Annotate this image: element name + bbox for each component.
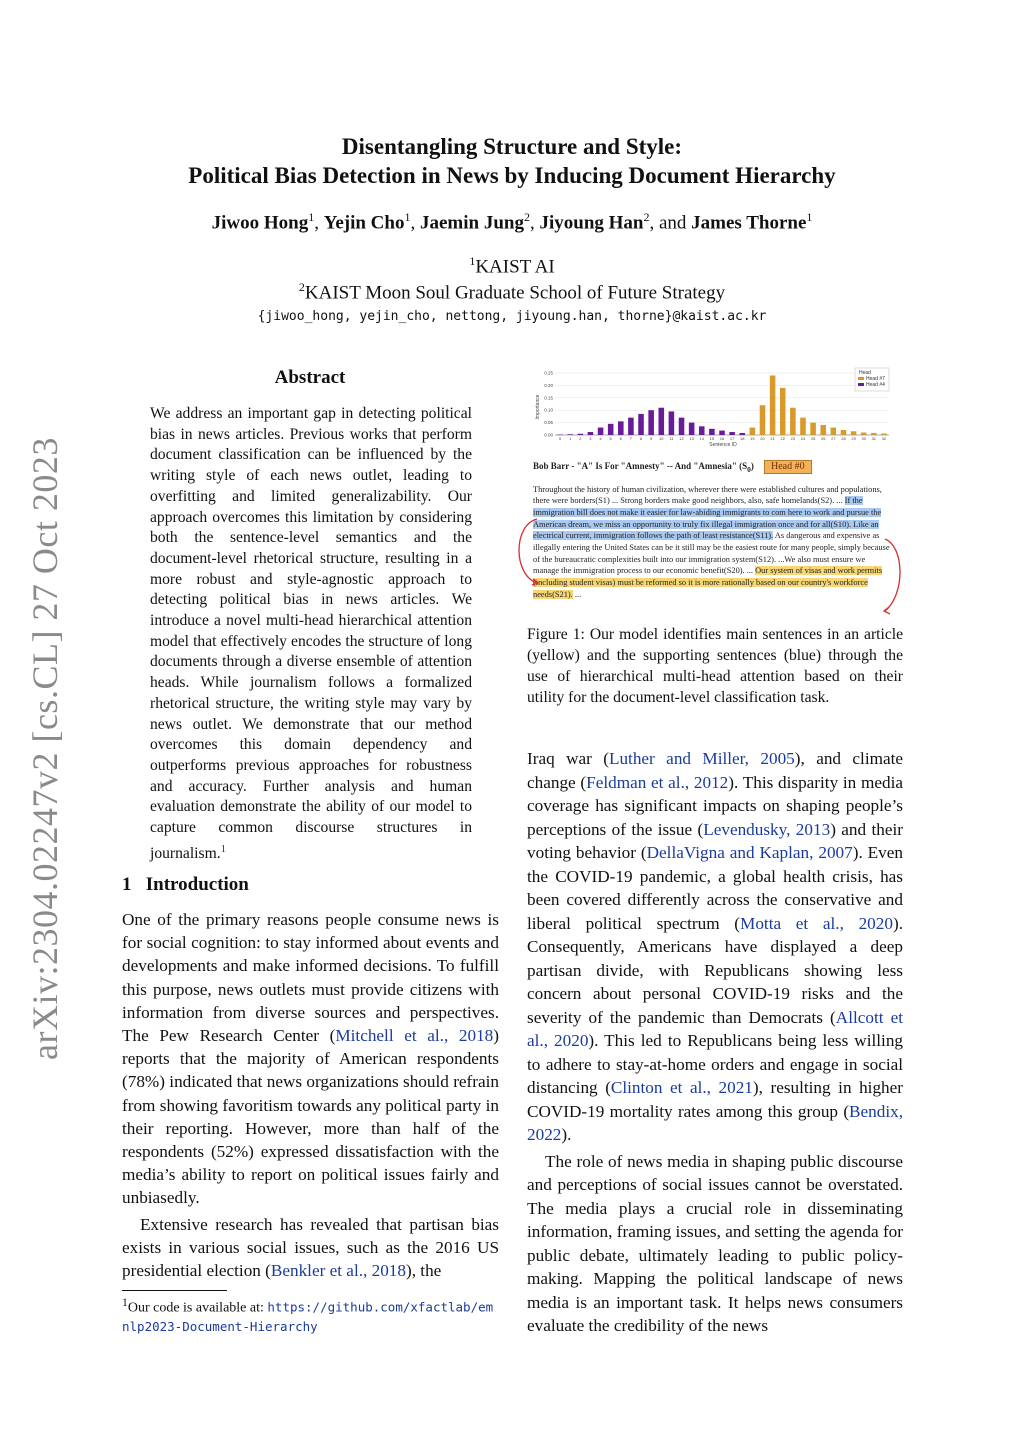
x-tick-label: 6 (619, 436, 622, 441)
bar-head4-15 (709, 429, 715, 435)
x-tick-label: 32 (881, 436, 887, 441)
x-tick-label: 24 (800, 436, 806, 441)
attention-arrow-left (511, 515, 541, 625)
citation-link[interactable]: Bendix, 2022 (527, 1101, 903, 1144)
bar-head4-18 (739, 433, 745, 435)
x-tick-label: 3 (589, 436, 592, 441)
bar-head7-30 (861, 433, 867, 435)
x-tick-label: 19 (750, 436, 755, 441)
bar-head4-13 (689, 423, 695, 435)
author: Jiyoung Han (539, 212, 644, 234)
affiliation: $^2$KAIST Moon Soul Graduate School of Future Strategy (298, 280, 726, 304)
y-tick-label: 0.15 (544, 395, 553, 401)
x-tick-label: 28 (841, 436, 846, 441)
bar-head4-5 (608, 424, 614, 435)
x-tick-label: 14 (699, 436, 704, 441)
x-tick-label: 17 (729, 436, 735, 441)
x-tick-label: 13 (689, 436, 694, 441)
legend-title: Head (859, 370, 871, 376)
intro-column-left (122, 908, 499, 1282)
attention-arrow-right (883, 535, 907, 615)
bar-head7-27 (831, 428, 837, 435)
bar-head4-9 (648, 410, 654, 435)
legend-swatch (858, 383, 864, 386)
x-tick-label: 20 (760, 436, 765, 441)
bar-head7-25 (810, 423, 816, 435)
citation-link[interactable]: Levendusky, 2013 (703, 819, 831, 839)
x-tick-label: 15 (709, 436, 715, 441)
head-tag: Head #0 (764, 460, 812, 474)
bar-head7-26 (820, 425, 826, 435)
bar-head4-4 (598, 428, 604, 435)
x-tick-label: 10 (659, 436, 664, 441)
bar-head4-10 (658, 408, 664, 435)
legend-entry: Head #4 (866, 382, 885, 388)
author-list: Jiwoo Hong$^1$, Yejin Cho$^1$, Jaemin Jung$^2$, Jiyoung Han$^2$, and James Thorne$^1$ (211, 210, 813, 234)
bar-head4-16 (719, 431, 725, 435)
paragraph: One of the primary reasons people consume news is for social cognition: to stay informed about events and developments and make informed decisions. To fulfill this purpose, news outlets must provide citizens with information from diverse sources and perspectives. The Pew Research Center (Mitchell et al., 2018) reports that the majority of American respondents (78%) indicated that news organizations should refrain from showing favoritism towards any political party in their reporting. However, more than half of the respondents (52%) expressed dissatisfaction with the media’s ability to report on political issues fairly and unbiasedly. (122, 910, 500, 1208)
section-heading: 1 Introduction (122, 874, 249, 895)
legend (855, 368, 889, 391)
x-tick-label: 22 (780, 436, 785, 441)
intro-column-right (527, 747, 903, 1338)
bar-head4-12 (679, 418, 685, 435)
footnote: $^1$Our code is available at: https://github.com/xfactlab/emnlp2023-Document-Hierarchy (122, 1296, 494, 1334)
citation-link[interactable]: Feldman et al., 2012 (586, 772, 729, 792)
x-tick-label: 9 (650, 436, 653, 441)
supporting-sentences-highlight: If the immigration bill does not make it easier for law-abiding immigrants to com here to work and pursue the American dream, we miss an opportunity to truly fix illegal immigration once and for all(S10). Like an electrical current, immigration follows the path of least resistance(S11). (533, 496, 882, 541)
bar-head7-21 (770, 375, 776, 435)
citation-link[interactable]: Luther and Miller, 2005 (608, 749, 795, 768)
citation-link[interactable]: Mitchell et al., 2018 (335, 1026, 494, 1046)
x-tick-label: 23 (790, 436, 796, 441)
figure-caption: Figure 1: Our model identifies main sentences in an article (yellow) and the supporting sentences (blue) through the use of hierarchical multi-head attention based on their utility for the document-level classification task. (527, 626, 903, 706)
article-excerpt: Bob Barr - "A" Is For "Amnesty" -- And "Amnesia" $(S_0)$ Head #0 Throughout the history of human civilization, wherever there were established cultures and populations, there were borders(S1) ... Strong borders make good neighbors, also, safe homelands(S2). ... If the immigration bill does not make it easier for law-abiding immigrants to com here to work and pursue the American dream, we miss an opportunity to truly fix illegal immigration once and for all(S10). Like an electrical current, immigration follows the path of least resistance(S11). As dangerous and expensive as illegally entering the United States can be it still may be the easiest route for many people, simply because of the bureaucratic complexities built into our immigration system(S12). ...We also must ensure we manage the immigration process to our economic benefit(S20). ... Our system of visas and work permits (including student visas) must be reformed so it is more rationally based on our country's workforce needs(S21). ... (533, 460, 893, 601)
bar-head4-17 (729, 432, 735, 435)
citation-link[interactable]: Clinton et al., 2021 (610, 1078, 753, 1097)
y-tick-label: 0.10 (544, 407, 553, 413)
y-tick-label: 0.05 (544, 420, 553, 426)
x-tick-label: 11 (669, 436, 674, 441)
bar-head4-8 (638, 414, 644, 435)
y-axis-label: Importance (535, 394, 541, 420)
bar-head7-32 (881, 434, 887, 435)
x-tick-label: 12 (679, 436, 684, 441)
bar-head7-20 (760, 405, 766, 435)
paragraph: The role of news media in shaping public discourse and perceptions of social issues cannot be overstated. The media plays a crucial role in disseminating information, framing issues, and setting the agenda for public debate, ultimately leading to public policy-making. Mapping the political landscape of news media is an important task. It helps news consumers evaluate the credibility of the news (527, 1151, 903, 1335)
bar-head7-22 (780, 388, 786, 435)
legend-swatch (858, 377, 864, 380)
article-title: Bob Barr - "A" Is For "Amnesty" -- And "Amnesia" $(S_0)$ (533, 461, 754, 474)
paragraph: Iraq war (Luther and Miller, 2005), and climate change (Feldman et al., 2012). This disparity in media coverage has significant impacts on shaping people’s perceptions of the issue (Levendusky, 2013) and their voting behavior (DellaVigna and Kaplan, 2007). Even the COVID-19 pandemic, a global health crisis, has been covered differently across the conservative and liberal political spectrum (Motta et al., 2020). Consequently, Americans have displayed a deep partisan divide, with Republicans showing less concern about personal COVID-19 risks and the severity of the pandemic than Democrats (Allcott et al., 2020). This led to Republicans being less willing to adhere to stay-at-home orders and engage in social distancing (Clinton et al., 2021), resulting in higher COVID-19 mortality rates among this group (Bendix, 2022). (527, 749, 904, 1144)
y-tick-label: 0.20 (544, 382, 553, 388)
y-tick-label: 0.25 (544, 370, 553, 376)
bar-head7-23 (790, 408, 796, 435)
abstract-heading: Abstract (274, 367, 346, 388)
bar-head7-28 (841, 430, 847, 435)
x-tick-label: 31 (871, 436, 877, 441)
bar-head7-29 (851, 431, 857, 435)
y-tick-label: 0.00 (544, 432, 553, 438)
bar-head7-31 (871, 433, 877, 435)
article-title-row (533, 460, 893, 476)
x-axis-label: Sentence ID (709, 442, 737, 447)
author: Jiwoo Hong (211, 212, 309, 234)
footnote-rule (122, 1290, 227, 1291)
figure-1 (533, 365, 893, 615)
x-tick-label: 16 (719, 436, 725, 441)
x-tick-label: 18 (740, 436, 745, 441)
bar-head4-14 (699, 426, 705, 435)
code-url-link[interactable]: https://github.com/xfactlab/emnlp2023-Document-Hierarchy (122, 1299, 494, 1334)
x-tick-label: 7 (629, 436, 633, 441)
affiliation: $^1$KAIST AI (469, 254, 555, 278)
abstract-body: We address an important gap in detecting political bias in news articles. Previous works that perform document classification can be influenced by the writing style of each news outlet, leading to overfitting and limited generalizability. Our approach overcomes this limitation by considering both the sentence-level semantics and the document-level rhetorical structure, resulting in a more robust and style-agnostic approach to detecting political bias in news articles. We introduce a novel multi-head hierarchical attention model that effectively encodes the structure of long documents through a diverse ensemble of attention heads. While journalism follows a formalized rhetorical structure, the writing style may vary by news outlet. We demonstrate that our method overcomes this domain dependency and outperforms previous approaches for robustness and accuracy. Further analysis and human evaluation demonstrate the ability of our model to capture common discourse structures in journalism.$^1$ (150, 405, 472, 862)
author: Jaemin Jung (419, 212, 524, 234)
bar-head4-3 (588, 432, 594, 435)
citation-link[interactable]: Allcott et al., 2020 (527, 1007, 903, 1050)
x-tick-label: 30 (861, 436, 866, 441)
citation-link[interactable]: Motta et al., 2020 (740, 913, 893, 933)
author-emails: {jiwoo_hong, yejin_cho, nettong, jiyoung.han, thorne}@kaist.ac.kr (257, 309, 767, 324)
x-tick-label: 26 (820, 436, 826, 441)
bar-head7-24 (800, 418, 806, 435)
bar-head7-19 (750, 428, 756, 435)
bar-head4-7 (628, 418, 634, 435)
x-tick-label: 1 (569, 436, 572, 441)
x-tick-label: 5 (609, 436, 612, 441)
main-sentence-highlight: Our system of visas and work permits (including student visas) must be reformed so it is more rationally based on our country's workforce needs(S21). (533, 566, 883, 599)
x-tick-label: 0 (558, 436, 562, 441)
bar-head4-6 (618, 421, 624, 435)
arxiv-stamp: arXiv:2304.02247v2 [cs.CL] 27 Oct 2023 (25, 437, 65, 1060)
bar-head4-11 (669, 411, 675, 435)
author: Yejin Cho (323, 212, 405, 234)
attention-bar-chart (533, 365, 893, 447)
citation-link[interactable]: Benkler et al., 2018 (270, 1261, 406, 1281)
legend-entry: Head #7 (866, 376, 885, 382)
bar-head4-1 (567, 434, 573, 435)
x-tick-label: 2 (579, 436, 582, 441)
x-tick-label: 8 (639, 436, 643, 441)
citation-link[interactable]: DellaVigna and Kaplan, 2007 (646, 843, 853, 862)
paper-title: Disentangling Structure and Style: Political Bias Detection in News by Inducing Document Hierarchy (188, 134, 836, 188)
bar-head4-2 (578, 434, 584, 435)
x-tick-label: 25 (810, 436, 816, 441)
author: James Thorne (691, 212, 807, 234)
paragraph: Extensive research has revealed that partisan bias exists in various social issues, such as the 2016 US presidential election (Benkler et al., 2018), the (122, 1214, 499, 1281)
x-tick-label: 21 (770, 436, 775, 441)
x-tick-label: 4 (599, 436, 602, 441)
footnote-mark[interactable]: 1 (220, 842, 227, 855)
x-tick-label: 29 (851, 436, 856, 441)
x-tick-label: 27 (831, 436, 836, 441)
